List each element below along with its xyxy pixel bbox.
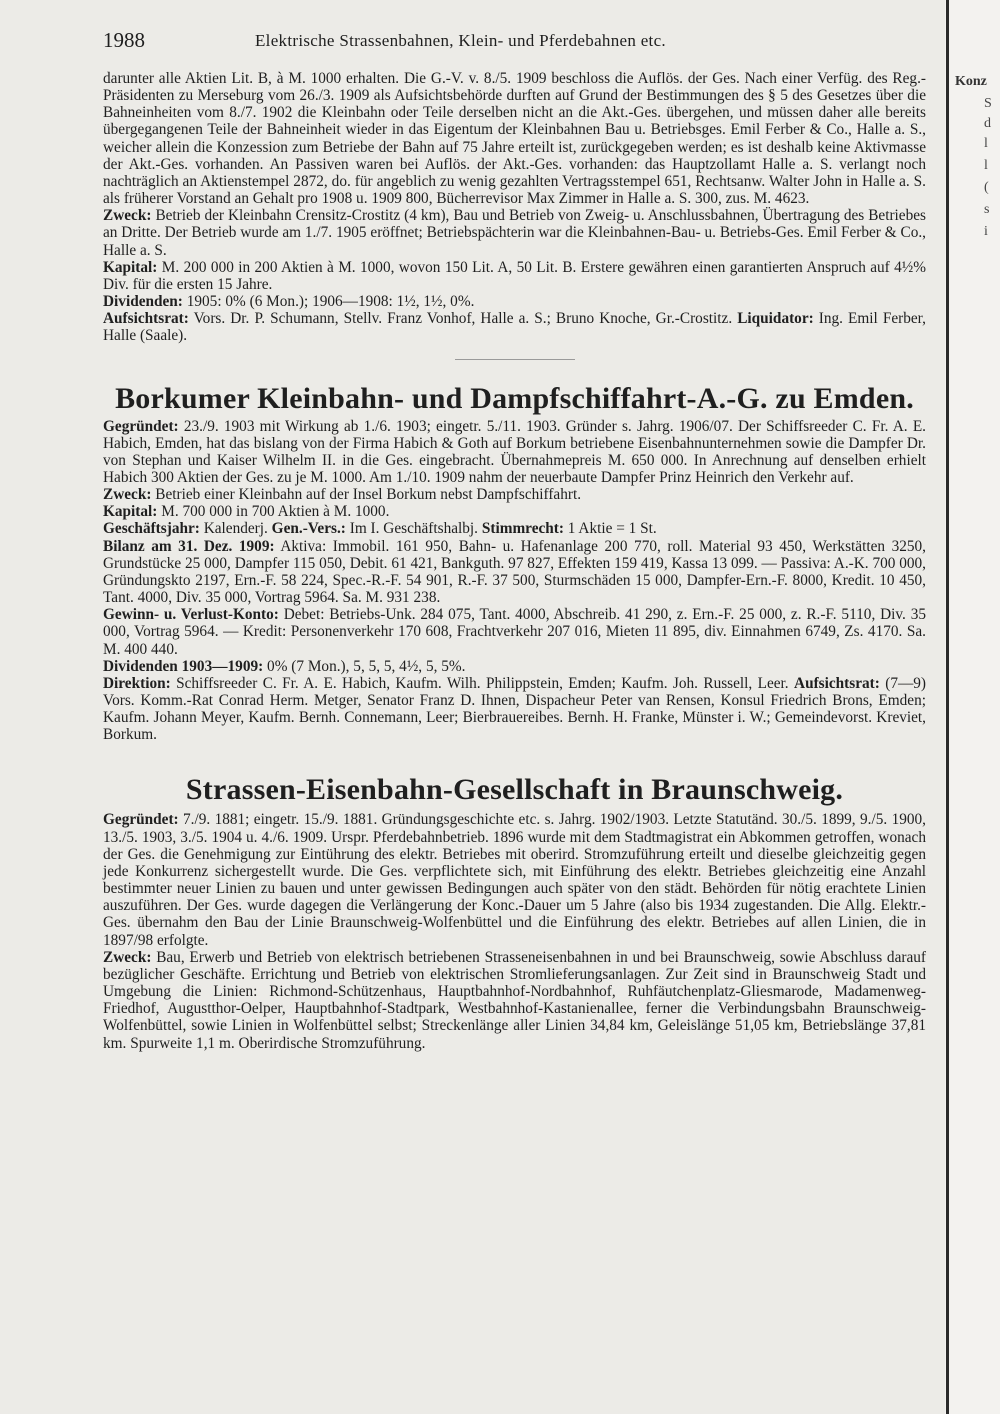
- zweck-label: Zweck:: [103, 486, 152, 504]
- adjacent-page-char: s: [984, 202, 990, 217]
- section-braunschweig: [103, 773, 926, 1051]
- adjacent-page-edge: [945, 0, 1000, 1414]
- stimmrecht-label: Stimmrecht:: [481, 520, 564, 538]
- page-binding-line: [946, 0, 949, 1414]
- aufsichtsrat-text: Vors. Dr. P. Schumann, Stellv. Franz Vonhof, Halle a. S.; Bruno Knoche, Gr.-Crostitz.: [193, 310, 733, 328]
- adjacent-page-char: l: [984, 136, 988, 151]
- aufsichtsrat-entry: [103, 310, 926, 344]
- kapital-entry: [103, 259, 926, 293]
- geschaeftsjahr-text: Kalenderj.: [203, 520, 268, 538]
- section-divider: [455, 359, 575, 360]
- gegruendet-entry: [103, 418, 926, 487]
- liquidator-label: Liquidator:: [737, 310, 814, 328]
- page-header: [103, 28, 933, 56]
- zweck-text: Betrieb einer Kleinbahn auf der Insel Borkum nebst Dampfschiffahrt.: [155, 486, 582, 504]
- zweck-entry: [103, 207, 926, 258]
- adjacent-page-char: S: [984, 96, 992, 111]
- bilanz-entry: [103, 538, 926, 607]
- stimmrecht-text: 1 Aktie = 1 St.: [567, 520, 657, 538]
- kapital-label: Kapital:: [103, 503, 158, 521]
- geschaeftsjahr-label: Geschäftsjahr:: [103, 520, 200, 538]
- section-title: Strassen-Eisenbahn-Gesellschaft in Braunschweig.: [185, 773, 844, 807]
- adjacent-page-char: (: [984, 180, 989, 195]
- gewinn-verlust-label: Gewinn- u. Verlust-Konto:: [103, 606, 279, 624]
- gewinn-verlust-entry: [103, 606, 926, 657]
- dividenden-entry: [103, 293, 926, 310]
- aufsichtsrat-label: Aufsichtsrat:: [103, 310, 189, 328]
- dividenden-text: 1905: 0% (6 Mon.); 1906—1908: 1½, 1½, 0%.: [186, 293, 475, 311]
- direktion-entry: [103, 675, 926, 744]
- liquidation-paragraph: darunter alle Aktien Lit. B, à M. 1000 erhalten. Die G.-V. v. 8./5. 1909 beschloss die Auflös. der Ges. Nach einer Verfüg. des Reg.-Präsidenten zu Merseburg vom 26./3. 1909 als Aufsichtsbehörde durften auf Grund der Bestimmungen des § 5 des Gesetzes über die Bahneinheiten vom 8./7. 1902 die Kleinbahn oder Teile derselben nicht an die Akt.-Ges. übergehen, und müssen daher alle bereits übergegangenen Teile der Bahneinheit wieder in das Eigentum der Kleinbahnen Bau u. Betriebsges. Emil Ferber & Co., Halle a. S., weicher allein die Konzession zum Betriebe der Bahn auf 75 Jahre erteilt ist, zurückgegeben werden; es ist deshalb keine Aktivmasse der Akt.-Ges. vorhanden. An Passiven waren bei Auflös. der Akt.-Ges. vorhanden: das Hauptzollamt Halle a. S. verlangt noch nachträglich an Aktienstempel 2872, do. für angeblich zu wenig gezahlten Vertragsstempel 651, Rechtsanw. Walter John in Halle a. S. als früherer Vorstand an Gehalt pro 1908 u. 1909 800, Bücherrevisor Max Zimmer in Halle a. S. 300, zus. M. 4623.: [103, 70, 926, 208]
- aufsichtsrat-label: Aufsichtsrat:: [794, 674, 880, 692]
- gen-vers-label: Gen.-Vers.:: [271, 520, 346, 538]
- adjacent-page-char: l: [984, 158, 988, 173]
- gegruendet-text: 7./9. 1881; eingetr. 15./9. 1881. Gründungsgeschichte etc. s. Jahrg. 1902/1903. Letzte Statutänd. 30./5. 1899, 9./5. 1900, 13./5. 1903, 3./5. 1904 u. 4./6. 1909. Urspr. Pferdebahnbetrieb. 1896 wurde mit dem Stadtmagistrat ein Abkommen getroffen, wonach der Ges. die Genehmigung zur Eintührung des elektr. Betriebes mit oberird. Stromzuführung erteilt und dieselbe gleichzeitig gegen jede Konkurrenz sichergestellt wurde. Die Ges. verpflichtete sich, mit Einführung des elektr. Betriebes gleichzeitig eine Anzahl bestimmter neuer Linien zu bauen und unter gewissen Bedingungen auch später von den städt. Behörden für nötig erachtete Linien auszuführen. Der Ges. wurde dagegen die Verlängerung der Konc.-Dauer um 5 Jahre (also bis 1934 zugestanden. Die Allg. Elektr.-Ges. übernahm den Bau der Linie Braunschweig-Wolfenbüttel und die Einführung des elektr. Betriebes auf allen Linien, die in 1897/98 erfolgte.: [103, 811, 926, 949]
- dividenden-entry: [103, 658, 926, 675]
- direktion-label: Direktion:: [103, 674, 171, 692]
- gen-vers-text: Im I. Geschäftshalbj.: [349, 520, 479, 538]
- geschaeftsjahr-entry: [103, 520, 926, 537]
- aufsichtsrat-text: (7—9) Vors. Komm.-Rat Conrad Herm. Metger, Senator Franz D. Ihnen, Dispacheur Peter van Rensen, Konsul Friedrich Brons, Emden; Kaufm. Johann Meyer, Kaufm. Bernh. Connemann, Leer; Bierbrauereibes. Bernh. H. Franke, Münster i. W.; Gemeindevorst. Kreviet, Borkum.: [103, 674, 927, 744]
- gegruendet-label: Gegründet:: [103, 417, 179, 435]
- section-crensitz-continuation: [103, 70, 926, 360]
- kapital-label: Kapital:: [103, 258, 158, 276]
- dividenden-label: Dividenden:: [103, 293, 183, 311]
- dividenden-label: Dividenden 1903—1909:: [103, 657, 264, 675]
- page-number: 1988: [103, 28, 145, 52]
- gegruendet-label: Gegründet:: [103, 811, 179, 829]
- direktion-text: Schiffsreeder C. Fr. A. E. Habich, Kaufm. Wilh. Philippstein, Emden; Kaufm. Joh. Russell, Leer.: [176, 674, 789, 692]
- gegruendet-text: 23./9. 1903 mit Wirkung ab 1./6. 1903; eingetr. 5./11. 1903. Gründer s. Jahrg. 1906/07. Der Schiffsreeder C. Fr. A. E. Habich, Emden, hat das bislang von der Firma Habich & Goth auf Borkum betriebene Eisenbahnunternehmen sowie die Dampfer Dr. von Stephan und Kaiser Wilhelm II. in die Ges. eingebracht. Übernahmepreis M. 650 000. In Anrechnung auf denselben erhielt Habich 300 Aktien der Ges. zu je M. 1000. Am 1./10. 1909 nahm der neuerbaute Dampfer Prinz Heinrich den Verkehr auf.: [103, 417, 926, 486]
- gewinn-verlust-text: Debet: Betriebs-Unk. 284 075, Tant. 4000, Abschreib. 41 290, z. Ern.-F. 25 000, z. R.-F. 5110, Div. 35 000, Vortrag 5964. — Kredit: Personenverkehr 170 608, Frachtverkehr 207 016, Mieten 11 895, div. Einnahmen 6749, Zs. 4170. Sa. M. 400 440.: [103, 606, 927, 658]
- zweck-text: Betrieb der Kleinbahn Crensitz-Crostitz (4 km), Bau und Betrieb von Zweig- u. Anschlussbahnen, Übertragung des Betriebes an Dritte. Der Betrieb wurde am 1./7. 1905 eröffnet; Betriebspächterin war die Kleinbahnen-Bau- u. Betriebs-Ges. Emil Ferber & Co., Halle a. S.: [103, 207, 926, 259]
- dividenden-text: 0% (7 Mon.), 5, 5, 5, 4½, 5, 5%.: [267, 657, 466, 675]
- kapital-text: M. 700 000 in 700 Aktien à M. 1000.: [161, 503, 390, 521]
- zweck-text: Bau, Erwerb und Betrieb von elektrisch betriebenen Strasseneisenbahnen in und bei Braunschweig, sowie Abschluss darauf bezüglicher Geschäfte. Errichtung und Betrieb von elektrischen Stromlieferungsanlagen. Zur Zeit sind in Braunschweig Stadt und Umgebung die Linien: Richmond-Schützenhaus, Hauptbahnhof-Nordbahnhof, Ruhfäutchenplatz-Gliesmarode, Madamenweg-Friedhof, Augustthor-Oelper, Hauptbahnhof-Stadtpark, Westbahnhof-Kastanienallee, ferner die Verbindungsbahn Braunschweig-Wolfenbüttel, sowie Linien in Wolfenbüttel selbst; Streckenlänge aller Linien 34,84 km, Geleislänge 51,05 km, Betriebslänge 37,81 km. Spurweite 1,1 m. Oberirdische Stromzuführung.: [103, 948, 927, 1052]
- liquidator-text: Ing. Emil Ferber, Halle (Saale).: [103, 310, 926, 345]
- kapital-entry: [103, 503, 926, 520]
- section-borkumer: [103, 382, 926, 744]
- bilanz-text: Aktiva: Immobil. 161 950, Bahn- u. Hafenanlage 200 770, roll. Material 93 450, Werkstätten 3250, Grundstücke 25 000, Dampfer 115 050, Debit. 61 421, Bankguth. 97 827, Effekten 159 419, Kassa 13 099. — Passiva: A.-K. 700 000, Gründungskto 2197, Ern.-F. 58 224, Spec.-R.-F. 54 901, R.-F. 37 500, Sturmschäden 15 000, Dampfer-Ern.-F. 8000, Kredit. 10 450, Tant. 4000, Div. 35 000, Vortrag 5964. Sa. M. 931 238.: [103, 537, 926, 607]
- running-title: Elektrische Strassenbahnen, Klein- und Pferdebahnen etc.: [255, 31, 666, 50]
- kapital-text: M. 200 000 in 200 Aktien à M. 1000, wovon 150 Lit. A, 50 Lit. B. Erstere gewähren einen garantierten Anspruch auf 4½% Div. für die ersten 15 Jahre.: [103, 258, 927, 293]
- adjacent-page-char: i: [984, 224, 988, 239]
- zweck-label: Zweck:: [103, 207, 152, 225]
- zweck-entry: [103, 949, 926, 1052]
- zweck-label: Zweck:: [103, 948, 152, 966]
- adjacent-page-word: Konz: [955, 74, 987, 89]
- adjacent-page-char: d: [984, 116, 991, 131]
- main-column: [103, 70, 926, 1052]
- bilanz-label: Bilanz am 31. Dez. 1909:: [103, 537, 275, 555]
- gegruendet-entry: [103, 811, 926, 948]
- section-title: Borkumer Kleinbahn- und Dampfschiffahrt-A.-G. zu Emden.: [115, 381, 914, 415]
- zweck-entry: [103, 486, 926, 503]
